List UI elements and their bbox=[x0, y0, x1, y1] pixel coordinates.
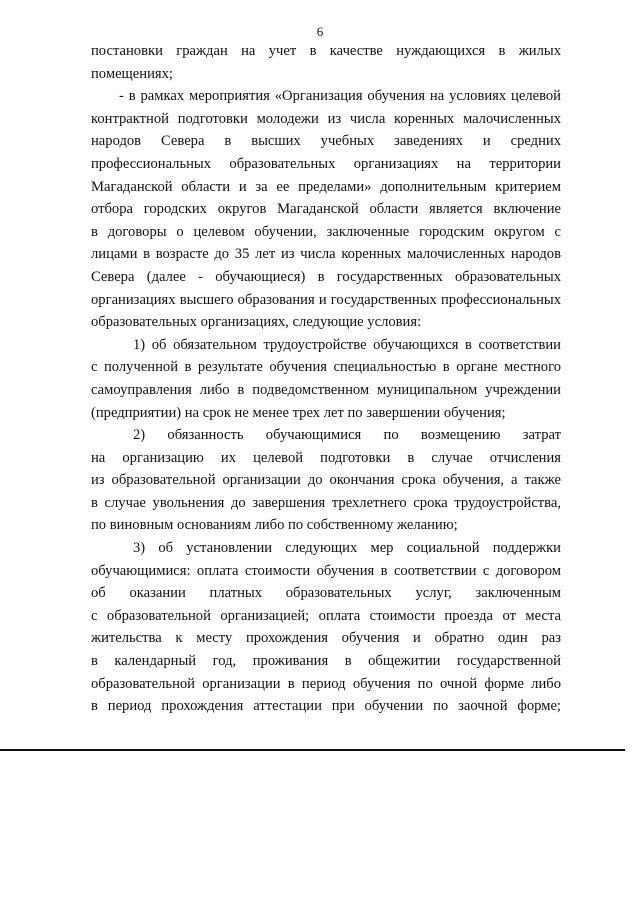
text-line: - в рамках мероприятия «Организация обучения на условиях целевой bbox=[119, 88, 561, 105]
text-line: с образовательной организацией; оплата стоимости проезда от места bbox=[91, 607, 561, 624]
text-line: образовательной организации в период обучения по очной форме либо bbox=[91, 675, 561, 692]
text-line: лицами в возрасте до 35 лет из числа коренных малочисленных народов bbox=[91, 246, 561, 263]
text-line: Севера (далее - обучающиеся) в государственных образовательных bbox=[91, 268, 561, 285]
horizontal-rule bbox=[0, 749, 625, 751]
text-line: об оказании платных образовательных услуг, заключенным bbox=[91, 585, 561, 602]
text-line: 3) об установлении следующих мер социальной поддержки bbox=[133, 540, 561, 557]
text-line: профессиональных образовательных организациях на территории bbox=[91, 155, 561, 172]
text-line: в случае увольнения до завершения трехлетнего срока трудоустройства, bbox=[91, 494, 561, 511]
text-line: постановки граждан на учет в качестве нуждающихся в жилых bbox=[91, 43, 561, 59]
text-line: с полученной в результате обучения специальностью в органе местного bbox=[91, 359, 561, 376]
text-line: помещениях; bbox=[91, 65, 173, 82]
text-line: жительства к месту прохождения обучения и обратно один раз bbox=[91, 630, 561, 647]
document-body bbox=[91, 40, 561, 718]
page-number: 6 bbox=[316, 24, 324, 39]
text-line: организациях высшего образования и государственных профессиональных bbox=[91, 291, 561, 308]
text-line: образовательных организациях, следующие условия: bbox=[91, 314, 422, 331]
text-line: в период прохождения аттестации при обучении по заочной форме; bbox=[91, 698, 561, 715]
text-line: в договоры о целевом обучении, заключенные городским округом с bbox=[91, 223, 561, 240]
text-line: из образовательной организации до окончания срока обучения, а также bbox=[91, 472, 561, 489]
text-line: (предприятии) на срок не менее трех лет по завершении обучения; bbox=[91, 404, 506, 421]
text-line: 2) обязанность обучающимися по возмещению затрат bbox=[133, 427, 561, 444]
text-line: обучающимися: оплата стоимости обучения в соответствии с договором bbox=[91, 562, 561, 579]
text-line: на организацию их целевой подготовки в случае отчисления bbox=[91, 449, 561, 466]
text-line: в календарный год, проживания в общежитии государственной bbox=[91, 653, 561, 670]
text-line: по виновным основаниям либо по собственному желанию; bbox=[91, 517, 458, 534]
text-line: Магаданской области и за ее пределами» дополнительным критерием bbox=[91, 178, 561, 195]
text-line: народов Севера в высших учебных заведениях и средних bbox=[91, 133, 561, 150]
text-line: контрактной подготовки молодежи из числа коренных малочисленных bbox=[91, 110, 561, 127]
text-line: 1) об обязательном трудоустройстве обучающихся в соответствии bbox=[133, 336, 561, 353]
text-line: самоуправления либо в подведомственном муниципальном учреждении bbox=[91, 381, 561, 398]
text-line: отбора городских округов Магаданской области является включение bbox=[91, 201, 561, 218]
